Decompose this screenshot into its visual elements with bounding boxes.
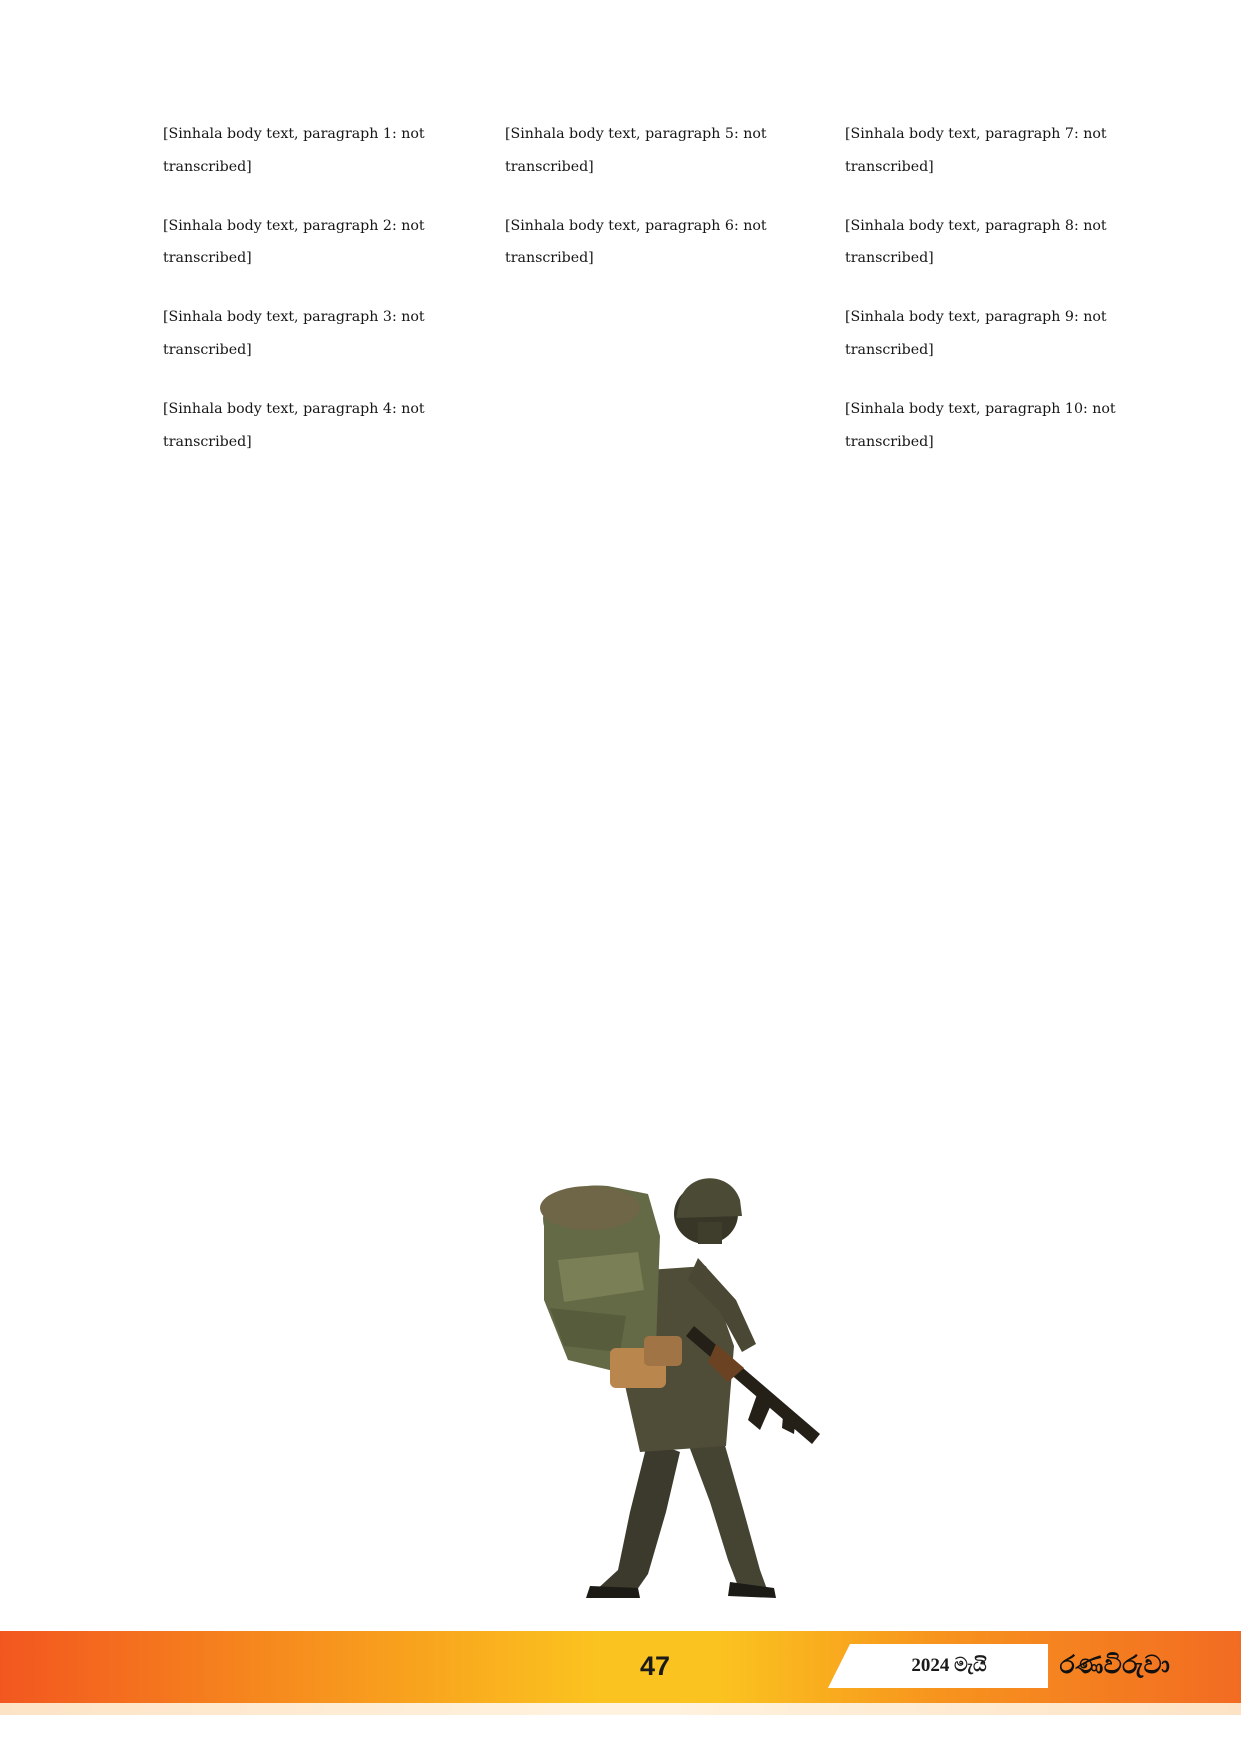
article-column-1 bbox=[163, 118, 469, 458]
article-paragraph: [Sinhala body text, paragraph 1: not transcribed] bbox=[163, 126, 425, 175]
article-paragraph: [Sinhala body text, paragraph 5: not transcribed] bbox=[505, 126, 767, 175]
article-paragraph: [Sinhala body text, paragraph 8: not transcribed] bbox=[845, 217, 1107, 267]
footer-strip bbox=[0, 1703, 1241, 1715]
issue-date: 2024 මැයි bbox=[911, 1655, 987, 1676]
page-number: 47 bbox=[639, 1651, 671, 1681]
article-column-2 bbox=[505, 118, 809, 275]
soldier-photo bbox=[498, 1140, 828, 1600]
article-paragraph: [Sinhala body text, paragraph 3: not transcribed] bbox=[163, 309, 425, 358]
article-paragraph: [Sinhala body text, paragraph 2: not transcribed] bbox=[163, 217, 425, 267]
soldier-figure bbox=[540, 1178, 820, 1598]
article-paragraph: [Sinhala body text, paragraph 9: not transcribed] bbox=[845, 309, 1107, 358]
magazine-masthead: රණවිරුවා bbox=[1059, 1650, 1171, 1679]
article-paragraph: [Sinhala body text, paragraph 4: not transcribed] bbox=[163, 400, 425, 450]
article-paragraph: [Sinhala body text, paragraph 10: not transcribed] bbox=[845, 400, 1116, 450]
article-paragraph: [Sinhala body text, paragraph 7: not transcribed] bbox=[845, 126, 1107, 175]
article-column-3 bbox=[845, 118, 1145, 458]
article-paragraph: [Sinhala body text, paragraph 6: not transcribed] bbox=[505, 217, 767, 267]
